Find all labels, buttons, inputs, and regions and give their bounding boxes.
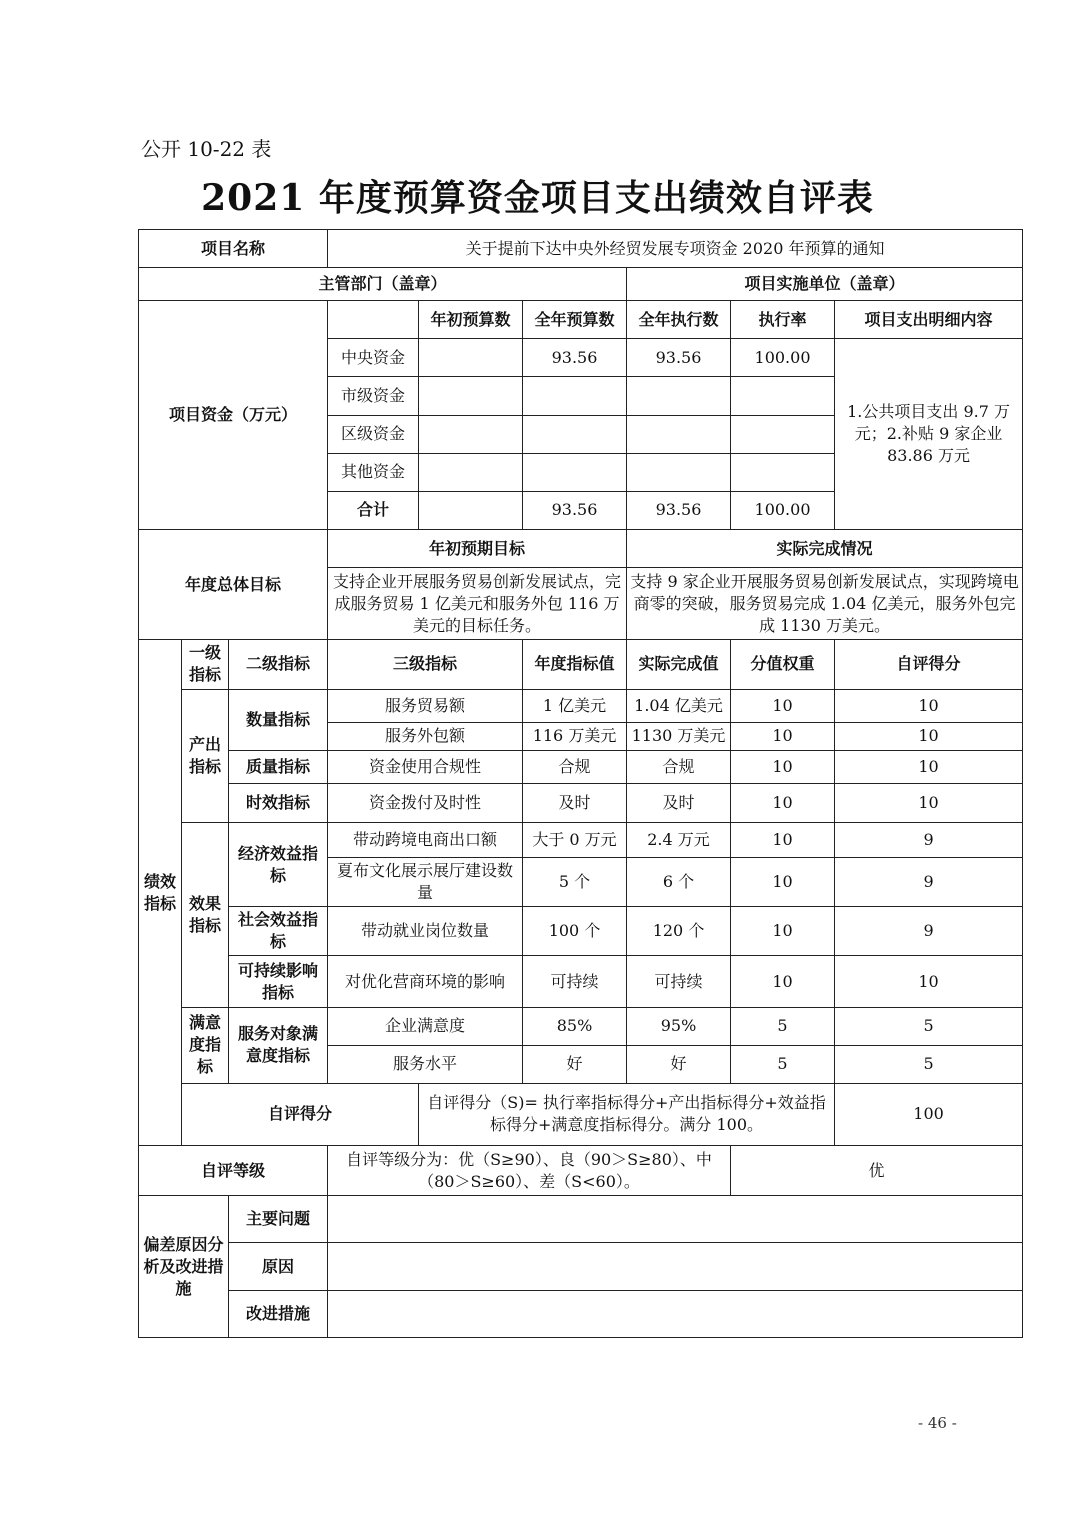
fund-row-executed [627, 415, 731, 453]
indicator-weight: 5 [731, 1007, 835, 1045]
initial-goal-header: 年初预期目标 [328, 529, 627, 567]
fund-row-name: 市级资金 [328, 377, 419, 415]
document-title: 2021 年度预算资金项目支出绩效自评表 [201, 177, 874, 219]
indicator-weight: 10 [731, 956, 835, 1007]
indicator-weight: 10 [731, 750, 835, 783]
funds-header-detail: 项目支出明细内容 [835, 301, 1023, 339]
self-grade-label: 自评等级 [139, 1146, 328, 1196]
deviation-item-label: 原因 [229, 1243, 328, 1290]
fund-row-executed: 93.56 [627, 491, 731, 529]
annual-goal-label: 年度总体目标 [139, 529, 328, 639]
indicator-score: 5 [835, 1007, 1023, 1045]
form-number: 公开 10-22 表 [141, 137, 272, 161]
fund-row-name: 合计 [328, 491, 419, 529]
indicator-weight: 10 [731, 722, 835, 750]
indicator-score: 10 [835, 783, 1023, 822]
indicator-name: 带动就业岗位数量 [328, 907, 523, 956]
fund-row-annual [523, 453, 627, 491]
indicator-name: 服务贸易额 [328, 689, 523, 722]
indicator-score: 10 [835, 722, 1023, 750]
indicator-header-level2: 二级指标 [229, 640, 328, 689]
fund-row-rate [731, 377, 835, 415]
fund-row-executed: 93.56 [627, 339, 731, 377]
indicator-name: 服务水平 [328, 1045, 523, 1083]
indicator-score: 9 [835, 907, 1023, 956]
level1-output: 产出指标 [182, 689, 229, 822]
project-name-label: 项目名称 [139, 230, 328, 268]
indicator-weight: 10 [731, 907, 835, 956]
indicator-target: 1 亿美元 [523, 689, 627, 722]
indicator-target: 好 [523, 1045, 627, 1083]
funds-detail-text: 1.公共项目支出 9.7 万元；2.补贴 9 家企业 83.86 万元 [835, 339, 1023, 530]
fund-row-name: 其他资金 [328, 453, 419, 491]
performance-indicators-label: 绩效指标 [139, 640, 182, 1146]
self-grade-description: 自评等级分为：优（S≥90）、良（90＞S≥80）、中（80＞S≥60）、差（S<60）。 [328, 1146, 731, 1196]
indicator-target: 可持续 [523, 956, 627, 1007]
level2-timeliness: 时效指标 [229, 783, 328, 822]
indicator-actual: 1130 万美元 [627, 722, 731, 750]
fund-row-initial [419, 339, 523, 377]
indicator-name: 服务外包额 [328, 722, 523, 750]
indicator-score: 5 [835, 1045, 1023, 1083]
indicator-score: 10 [835, 689, 1023, 722]
indicator-header-score: 自评得分 [835, 640, 1023, 689]
deviation-item-label: 改进措施 [229, 1290, 328, 1337]
indicator-target: 85% [523, 1007, 627, 1045]
indicator-target: 5 个 [523, 858, 627, 907]
indicator-weight: 10 [731, 689, 835, 722]
indicator-name: 企业满意度 [328, 1007, 523, 1045]
level2-sustainable: 可持续影响指标 [229, 956, 328, 1007]
indicator-actual: 2.4 万元 [627, 822, 731, 857]
indicator-name: 对优化营商环境的影响 [328, 956, 523, 1007]
indicator-header-level3: 三级指标 [328, 640, 523, 689]
indicator-weight: 10 [731, 858, 835, 907]
self-grade-value: 优 [731, 1146, 1023, 1196]
page-number: - 46 - [918, 1414, 957, 1432]
indicator-actual: 及时 [627, 783, 731, 822]
deviation-item-value [328, 1243, 1023, 1290]
indicator-header-weight: 分值权重 [731, 640, 835, 689]
level1-satisfaction: 满意度指标 [182, 1007, 229, 1083]
indicator-name: 资金使用合规性 [328, 750, 523, 783]
fund-row-executed [627, 377, 731, 415]
indicator-score: 10 [835, 956, 1023, 1007]
indicator-header-level1: 一级指标 [182, 640, 229, 689]
indicator-actual: 好 [627, 1045, 731, 1083]
level1-effect: 效果指标 [182, 822, 229, 1007]
indicator-name: 夏布文化展示展厅建设数量 [328, 858, 523, 907]
evaluation-table [138, 229, 1023, 1338]
fund-row-rate [731, 415, 835, 453]
indicator-score: 9 [835, 858, 1023, 907]
indicator-actual: 6 个 [627, 858, 731, 907]
fund-row-name: 区级资金 [328, 415, 419, 453]
initial-goal-text: 支持企业开展服务贸易创新发展试点，完成服务贸易 1 亿美元和服务外包 116 万美元的目标任务。 [328, 568, 627, 640]
level2-service-satisfaction: 服务对象满意度指标 [229, 1007, 328, 1083]
funds-header-annual: 全年预算数 [523, 301, 627, 339]
level2-quality: 质量指标 [229, 750, 328, 783]
fund-row-initial [419, 453, 523, 491]
indicator-weight: 10 [731, 822, 835, 857]
indicator-header-target: 年度指标值 [523, 640, 627, 689]
indicator-target: 大于 0 万元 [523, 822, 627, 857]
indicator-target: 及时 [523, 783, 627, 822]
fund-row-annual [523, 415, 627, 453]
fund-row-name: 中央资金 [328, 339, 419, 377]
level2-economic: 经济效益指标 [229, 822, 328, 906]
actual-result-header: 实际完成情况 [627, 529, 1023, 567]
supervisor-department-label: 主管部门（盖章） [139, 268, 627, 301]
implementer-unit-label: 项目实施单位（盖章） [627, 268, 1023, 301]
deviation-item-value [328, 1290, 1023, 1337]
indicator-target: 116 万美元 [523, 722, 627, 750]
fund-row-initial [419, 491, 523, 529]
indicator-weight: 5 [731, 1045, 835, 1083]
fund-row-annual: 93.56 [523, 491, 627, 529]
fund-row-rate: 100.00 [731, 339, 835, 377]
indicator-actual: 120 个 [627, 907, 731, 956]
fund-row-rate: 100.00 [731, 491, 835, 529]
indicator-target: 合规 [523, 750, 627, 783]
actual-result-text: 支持 9 家企业开展服务贸易创新发展试点，实现跨境电商零的突破，服务贸易完成 1.04 亿美元，服务外包完成 1130 万美元。 [627, 568, 1023, 640]
fund-row-initial [419, 377, 523, 415]
deviation-item-value [328, 1196, 1023, 1243]
fund-row-initial [419, 415, 523, 453]
fund-row-annual [523, 377, 627, 415]
indicator-actual: 可持续 [627, 956, 731, 1007]
funds-label: 项目资金（万元） [139, 301, 328, 530]
deviation-analysis-label: 偏差原因分析及改进措施 [139, 1196, 229, 1338]
indicator-actual: 95% [627, 1007, 731, 1045]
funds-header-rate: 执行率 [731, 301, 835, 339]
funds-header-executed: 全年执行数 [627, 301, 731, 339]
level2-quantity: 数量指标 [229, 689, 328, 750]
indicator-actual: 合规 [627, 750, 731, 783]
fund-row-annual: 93.56 [523, 339, 627, 377]
project-name-value: 关于提前下达中央外经贸发展专项资金 2020 年预算的通知 [328, 230, 1023, 268]
fund-row-executed [627, 453, 731, 491]
self-score-weight-total: 100 [835, 1083, 1023, 1145]
funds-header-blank [328, 301, 419, 339]
fund-row-rate [731, 453, 835, 491]
indicator-score: 9 [835, 822, 1023, 857]
self-score-label: 自评得分 [182, 1083, 419, 1145]
funds-header-initial: 年初预算数 [419, 301, 523, 339]
indicator-name: 资金拨付及时性 [328, 783, 523, 822]
indicator-weight: 10 [731, 783, 835, 822]
indicator-score: 10 [835, 750, 1023, 783]
indicator-actual: 1.04 亿美元 [627, 689, 731, 722]
indicator-header-actual: 实际完成值 [627, 640, 731, 689]
indicator-target: 100 个 [523, 907, 627, 956]
indicator-name: 带动跨境电商出口额 [328, 822, 523, 857]
deviation-item-label: 主要问题 [229, 1196, 328, 1243]
level2-social: 社会效益指标 [229, 907, 328, 956]
self-score-formula: 自评得分（S)= 执行率指标得分+产出指标得分+效益指标得分+满意度指标得分。满分 100。 [419, 1083, 835, 1145]
